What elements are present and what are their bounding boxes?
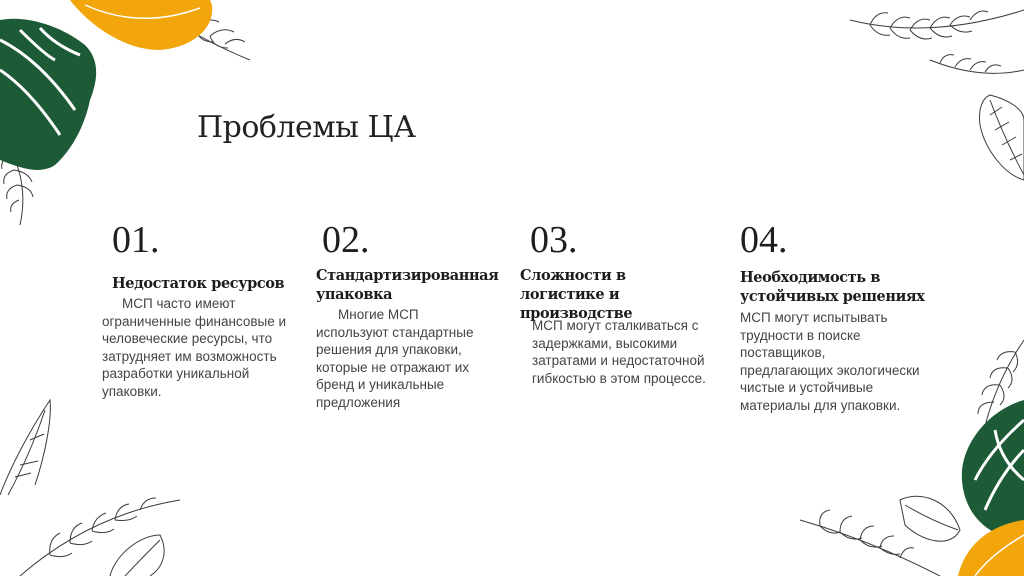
item-number: 02. [322, 219, 370, 261]
item-heading: Стандартизированная упаковка [316, 267, 499, 303]
problem-item-4 [740, 220, 940, 414]
monstera-leaf-icon [0, 19, 96, 170]
item-text: МСП могут сталкиваться с задержками, высокими затратами и недостаточной гибкостью в этом процессе. [532, 318, 706, 386]
page-title: Проблемы ЦА [197, 110, 416, 145]
item-heading: Сложности в логистике и производстве [520, 267, 633, 322]
item-heading: Недостаток ресурсов [112, 275, 285, 292]
problem-item-1 [102, 220, 302, 400]
item-number: 01. [112, 219, 160, 261]
problem-item-3 [520, 220, 720, 387]
item-heading: Необходимость в устойчивых решениях [740, 269, 925, 305]
problem-item-2 [316, 220, 516, 411]
item-text: МСП часто имеют ограниченные финансовые и человеческие ресурсы, что затрудняет им возможность разработки уникальной упаковки. [102, 296, 287, 399]
item-text: Многие МСП используют стандартные решения для упаковки, которые не отражают их бренд и уникальные предложения [316, 307, 474, 410]
item-number: 04. [740, 219, 788, 261]
item-text: МСП могут испытывать трудности в поиске поставщиков, предлагающих экологически чистые и устойчивые материалы для упаковки. [740, 310, 920, 413]
bottom-left-foliage [0, 395, 240, 576]
item-number: 03. [530, 219, 578, 261]
top-right-foliage [840, 0, 1024, 190]
